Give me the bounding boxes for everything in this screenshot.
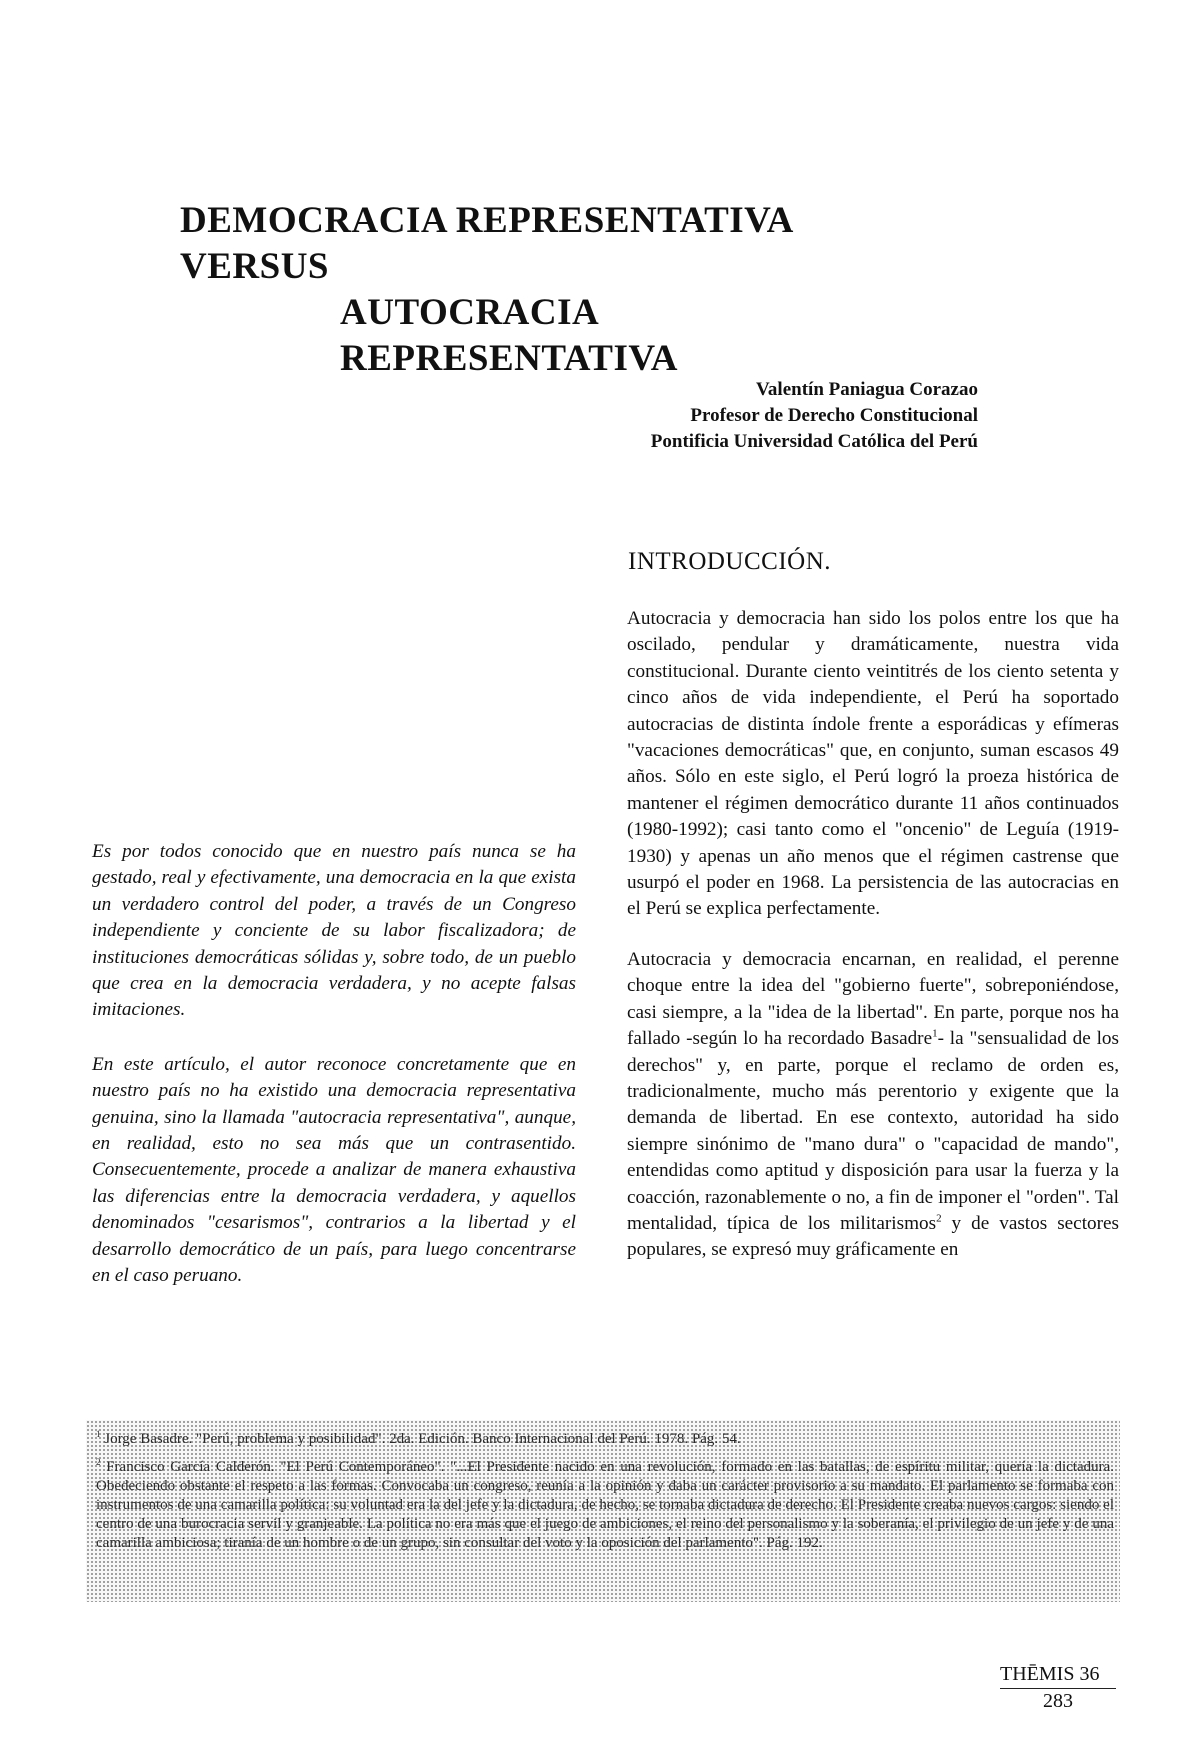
- body-paragraph-1: Autocracia y democracia han sido los polos entre los que ha oscilado, pendular y dramáticamente, nuestra vida constitucional. Durante ciento veintitrés de los ciento setenta y cinco años de vida independiente, el Perú ha soportado autocracias de distinta índole frente a esporádicas y efímeras "vacaciones democráticas" que, en conjunto, suman escasos 49 años. Sólo en este siglo, el Perú logró la proeza histórica de mantener el régimen democrático durante 11 años continuados (1980-1992); casi tanto como el "oncenio" de Leguía (1919-1930) y apenas un año menos que el régimen castrense que usurpó el poder en 1968. La persistencia de las autocracias en el Perú se explica perfectamente.: [627, 608, 1119, 920]
- body-p2-part-c: y de vastos sectores populares, se expresó muy gráficamente en: [627, 1212, 1119, 1261]
- title-line-1: DEMOCRACIA REPRESENTATIVA VERSUS: [180, 200, 792, 287]
- footnote-1-number: 1: [96, 1429, 101, 1439]
- footnotes-box: [86, 1420, 1120, 1602]
- footnote-2-number: 2: [96, 1457, 101, 1467]
- footnote-1-text: Jorge Basadre. "Perú, problema y posibilidad". 2da. Edición. Banco Internacional del Perú. 1978. Pág. 54.: [104, 1431, 741, 1447]
- author-role: Profesor de Derecho Constitucional: [690, 405, 978, 426]
- article-title: [180, 198, 940, 382]
- author-block: [651, 377, 978, 455]
- footer-rule: [1000, 1688, 1116, 1689]
- footnote-2-text: Francisco García Calderón. "El Perú Contemporáneo". "...El Presidente nacido en una revolución, formado en las batallas, de espíritu militar, quería la dictadura. Obedeciendo obstante el respeto a las formas. Convocaba un congreso, reunía a la opinión y daba un carácter provisorio a su mandato. El parlamento se formaba con instrumentos de una camarilla política: su voluntad era la del jefe y la dictadura, de hecho, se tornaba dictadura de derecho. El Presidente creaba nuevos cargos: siendo el centro de una burocracia servil y granjeable. La política no era más que el juego de ambiciones, el reino del personalismo y la soberanía, el privilegio de un jefe y de una camarilla ambiciosa; tiranía de un hombre o de un grupo, sin consultar del voto y la oposición del parlamento". Pág. 192.: [96, 1459, 1115, 1551]
- author-affiliation: Pontificia Universidad Católica del Perú: [650, 431, 978, 452]
- journal-name: THĒMIS 36: [1000, 1663, 1100, 1685]
- footnote-2: [96, 1458, 1114, 1553]
- footnote-1: [96, 1430, 1114, 1449]
- page-number: 283: [1043, 1690, 1073, 1712]
- body-column: [627, 606, 1119, 1288]
- body-paragraph-2: [627, 947, 1119, 1264]
- title-line-2: AUTOCRACIA REPRESENTATIVA: [340, 292, 679, 379]
- author-name: Valentín Paniagua Corazao: [755, 379, 978, 400]
- body-p2-part-a: Autocracia y democracia encarnan, en realidad, el perenne choque entre la idea del "gobierno fuerte", sobreponiéndose, casi siempre, a la "idea de la libertad". En parte, porque nos ha fallado -según lo ha recordado Basadre: [627, 948, 1119, 1050]
- footnote-ref-1: 1: [932, 1027, 938, 1040]
- section-heading: INTRODUCCIÓN.: [628, 548, 832, 575]
- abstract-paragraph-2: En este artículo, el autor reconoce concretamente que en nuestro país no ha existido una democracia representativa genuina, sino la llamada "autocracia representativa", aunque, en realidad, esto no sea más que un contrasentido. Consecuentemente, procede a analizar de manera exhaustiva las diferencias entre la democracia verdadera, y aquellos denominados "cesarismos", contrarios a la libertad y el desarrollo democrático de un país, para luego concentrarse en el caso peruano.: [92, 1053, 576, 1287]
- abstract-paragraph-1: Es por todos conocido que en nuestro país nunca se ha gestado, real y efectivamente, una democracia en la que exista un verdadero control del poder, a través de un Congreso independiente y conciente de su labor fiscalizadora; de instituciones democráticas sólidas y, sobre todo, de un pueblo que crea en la democracia verdadera, y no acepte falsas imitaciones.: [92, 841, 576, 1021]
- abstract-column: [92, 839, 576, 1318]
- body-p2-part-b: - la "sensualidad de los derechos" y, en parte, porque el reclamo de orden es, tradicionalmente, mucho más perentorio y exigente que la demanda de libertad. En ese contexto, autoridad ha sido siempre sinónimo de "mano dura" o "capacidad de mando", entendidas como aptitud y disposición para usar la fuerza y la coacción, razonablemente o no, a fin de imponer el "orden". Tal mentalidad, típica de los militarismos: [627, 1028, 1119, 1234]
- journal-footer: [1000, 1663, 1120, 1713]
- footnote-ref-2: 2: [936, 1212, 942, 1225]
